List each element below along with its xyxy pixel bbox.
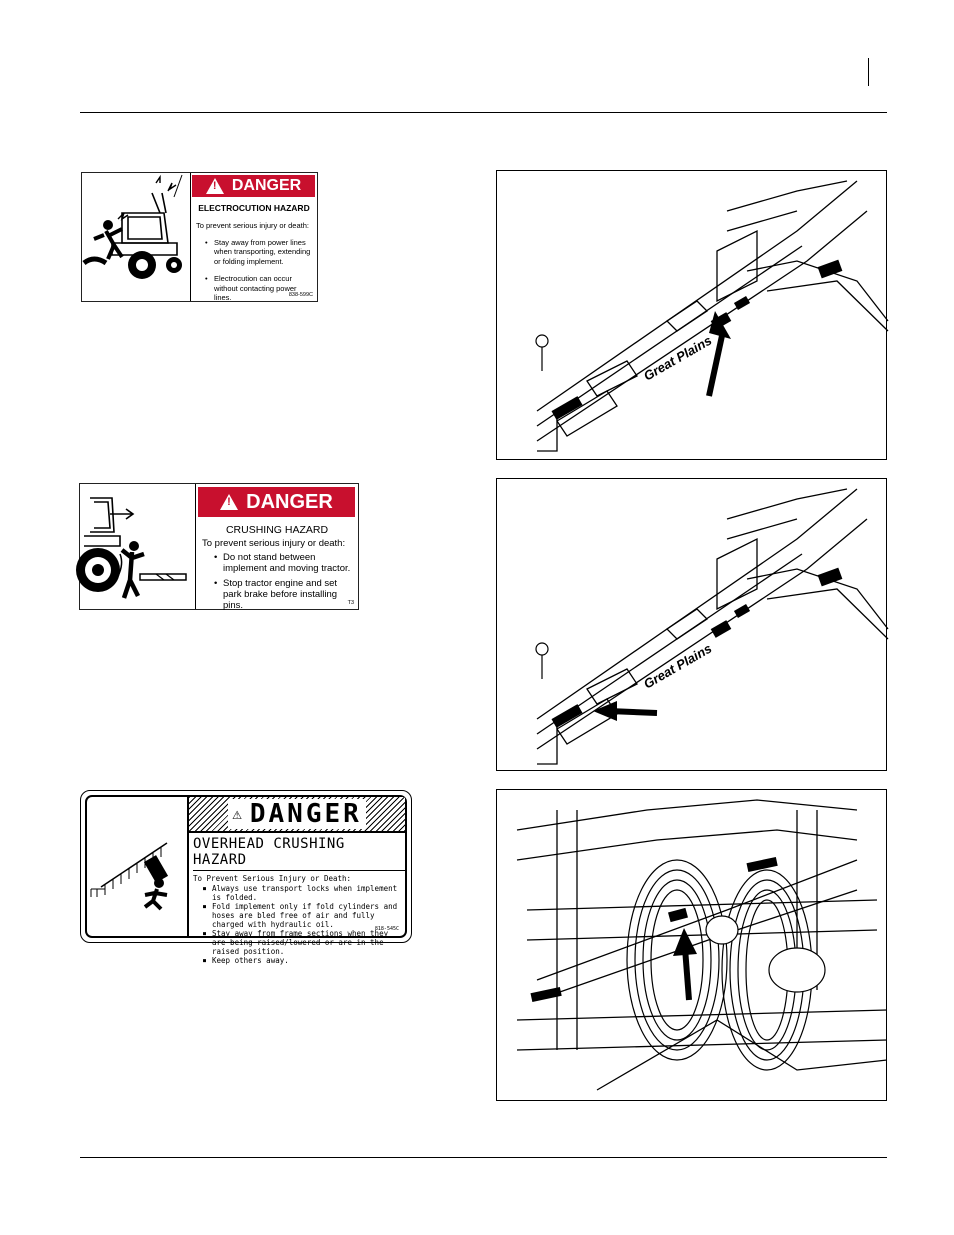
list-item: ■ Keep others away. [212,956,401,965]
list-item: ■ Fold implement only if fold cylinders and hoses are bled free of air and fully charged with hydraulic oil. [212,902,401,929]
electrocution-pictogram [82,173,191,301]
hazard-intro: To prevent serious injury or death: [196,221,309,230]
brand-label: Great Plains [641,640,715,692]
warning-triangle-icon [220,494,238,510]
warning-triangle-icon: ⚠ [228,799,246,829]
header-rule [80,112,887,113]
signal-word: DANGER [246,799,366,829]
crushing-pictogram [80,484,196,609]
overhead-crushing-pictogram [87,797,189,936]
signal-word: DANGER [231,177,302,194]
list-item: • Stop tractor engine and set park brake before installing pins. [223,579,354,612]
danger-header [192,175,315,197]
decal-electrocution-hazard [81,172,318,302]
footer-rule [80,1157,887,1158]
decal-code: T3 [347,600,354,606]
header-tick [868,58,869,86]
hazard-title: OVERHEAD CRUSHING HAZARD [193,836,405,871]
decal-overhead-crushing-hazard [80,790,412,965]
list-item: ■ Stay away from frame sections when they are being raised/lowered or are in the raised position. [212,929,401,956]
hazard-intro: To prevent serious injury or death: [202,538,346,549]
signal-word: DANGER [246,490,333,513]
list-item: • Electrocution can occur without contacting power lines. [214,274,313,302]
decal-code: 838-599C [288,292,313,298]
hazard-title: ELECTROCUTION HAZARD [198,203,310,213]
implement-illustration-1 [496,170,887,460]
hazard-intro: To Prevent Serious Injury or Death: [193,874,352,883]
decal-crushing-hazard [79,483,359,610]
decal-code: 818-545C [374,926,399,932]
hazard-bullets [201,884,401,965]
danger-header [189,797,405,833]
hazard-bullets [212,553,354,612]
implement-illustration-3 [496,789,887,1101]
warning-triangle-icon [206,178,224,194]
list-item: ■ Always use transport locks when implement is folded. [212,884,401,902]
list-item: • Do not stand between implement and moving tractor. [223,553,354,575]
danger-header [198,487,355,517]
brand-label: Great Plains [641,332,715,384]
list-item: • Stay away from power lines when transporting, extending or folding implement. [214,238,313,266]
hazard-title: CRUSHING HAZARD [225,524,329,536]
implement-illustration-2 [496,478,887,771]
